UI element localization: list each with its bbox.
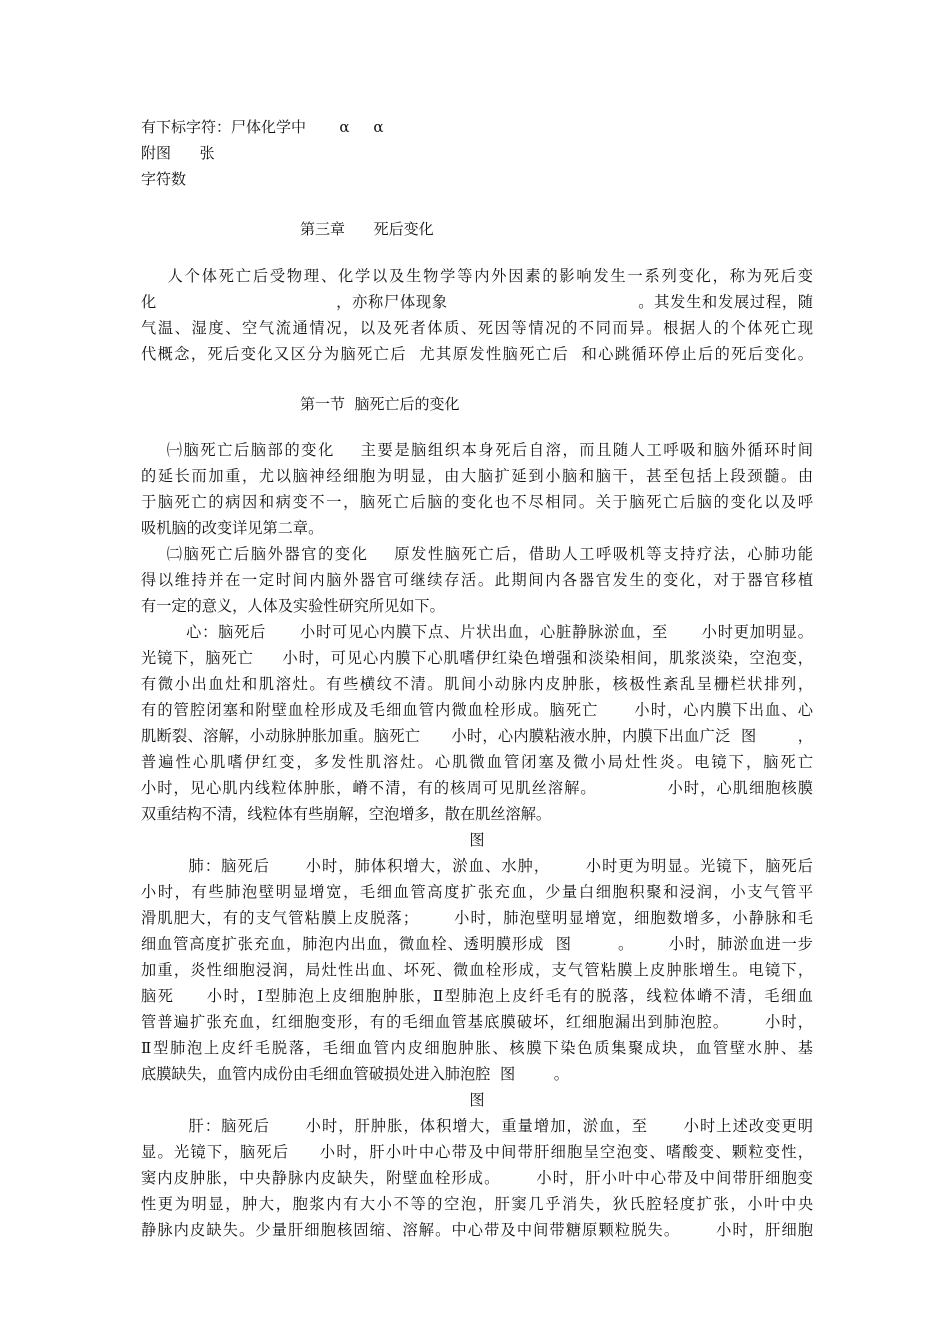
text-line: 小时，有些肺泡壁明显增宽，毛细血管高度扩张充血，少量白细胞积聚和浸润，小支气管平	[141, 883, 813, 901]
intro-paragraph	[141, 263, 813, 367]
text-line: 代概念，死后变化又区分为脑死亡后 尤其原发性脑死亡后 和心跳循环停止后的死后变化。	[141, 345, 813, 363]
meta-figure-count: 附图 张	[141, 144, 215, 162]
text-line: 窦内皮肿胀，中央静脉内皮缺失，附壁血栓形成。 小时，肝小叶中心带及中间带肝细胞变	[141, 1169, 813, 1187]
text-line: 的延长而加重，尤以脑神经细胞为明显，由大脑扩延到小脑和脑干，甚至包括上段颈髓。由	[141, 467, 813, 485]
section-body	[141, 437, 813, 1243]
text-line: Ⅱ型肺泡上皮纤毛脱落，毛细血管内皮细胞肿胀、核膜下染色质集聚成块，血管壁水肿、基	[141, 1039, 813, 1057]
text-line: 细血管高度扩张充血，肺泡内出血，微血栓、透明膜形成 图 。 小时，肺淤血进一步	[141, 935, 813, 953]
text-line: 肺：脑死后 小时，肺体积增大，淤血、水肿， 小时更为明显。光镜下，脑死后	[141, 857, 813, 875]
text-line: 有一定的意义，人体及实验性研究所见如下。	[141, 597, 445, 615]
text-line: 于脑死亡的病因和病变不一，脑死亡后脑的变化也不尽相同。关于脑死亡后脑的变化以及呼	[141, 493, 813, 511]
text-line: 有微小出血灶和肌溶灶。有些横纹不清。肌间小动脉内皮肿胀，核极性紊乱呈栅栏状排列，	[141, 675, 813, 693]
text-line: 滑肌肥大，有的支气管粘膜上皮脱落； 小时，肺泡壁明显增宽，细胞数增多，小静脉和毛	[141, 909, 813, 927]
text-line: 得以维持并在一定时间内脑外器官可继续存活。此期间内各器官发生的变化，对于器官移植	[141, 571, 813, 589]
text-line: 双重结构不清，线粒体有些崩解，空泡增多，散在肌丝溶解。	[141, 805, 552, 823]
figure-caption: 图	[469, 831, 485, 849]
text-line: 气温、湿度、空气流通情况，以及死者体质、死因等情况的不同而异。根据人的个体死亡现	[141, 319, 813, 337]
section-title: 第一节 脑死亡后的变化	[300, 395, 460, 413]
text-line: 化 ，亦称尸体现象 。其发生和发展过程，随	[141, 293, 813, 311]
text-line: 小时，见心肌内线粒体肿胀，嵴不清，有的核周可见肌丝溶解。 小时，心肌细胞核膜	[141, 779, 813, 797]
text-line: 有的管腔闭塞和附壁血栓形成及毛细血管内微血栓形成。脑死亡 小时，心内膜下出血、心	[141, 701, 813, 719]
text-line: 显。光镜下，脑死后 小时，肝小叶中心带及中间带肝细胞呈空泡变、嗜酸变、颗粒变性，	[141, 1143, 813, 1161]
text-line: 加重，炎性细胞浸润，局灶性出血、坏死、微血栓形成，支气管粘膜上皮肿胀增生。电镜下，	[141, 961, 813, 979]
text-line: 脑死 小时，Ⅰ型肺泡上皮细胞肿胀，Ⅱ型肺泡上皮纤毛有的脱落，线粒体嵴不清，毛细血	[141, 987, 813, 1005]
text-line: 心：脑死后 小时可见心内膜下点、片状出血，心脏静脉淤血，至 小时更加明显。	[141, 623, 813, 641]
meta-subscript-note: 有下标字符：尸体化学中 α α	[141, 118, 384, 136]
text-line: 人个体死亡后受物理、化学以及生物学等内外因素的影响发生一系列变化，称为死后变	[141, 267, 813, 285]
meta-char-count: 字符数	[141, 170, 187, 188]
text-line: 肌断裂、溶解，小动脉肿胀加重。脑死亡 小时，心内膜粘液水肿，内膜下出血广泛 图 ，	[141, 727, 813, 745]
text-line: 管普遍扩张充血，红细胞变形，有的毛细血管基底膜破坏，红细胞漏出到肺泡腔。 小时，	[141, 1013, 813, 1031]
chapter-title: 第三章 死后变化	[300, 220, 434, 238]
text-line: 吸机脑的改变详见第二章。	[141, 519, 324, 537]
figure-caption: 图	[469, 1091, 485, 1109]
text-line: 静脉内皮缺失。少量肝细胞核固缩、溶解。中心带及中间带糖原颗粒脱失。 小时，肝细胞	[141, 1221, 813, 1239]
text-line: ㈡脑死亡后脑外器官的变化 原发性脑死亡后，借助人工呼吸机等支持疗法，心肺功能	[141, 545, 813, 563]
text-line: 底膜缺失，血管内成份由毛细血管破损处进入肺泡腔 图 。	[141, 1065, 569, 1083]
text-line: 普遍性心肌嗜伊红变，多发性肌溶灶。心肌微血管闭塞及微小局灶性炎。电镜下，脑死亡	[141, 753, 813, 771]
text-line: 光镜下，脑死亡 小时，可见心内膜下心肌嗜伊红染色增强和淡染相间，肌浆淡染，空泡变，	[141, 649, 813, 667]
text-line: ㈠脑死亡后脑部的变化 主要是脑组织本身死后自溶，而且随人工呼吸和脑外循环时间	[141, 441, 813, 459]
text-line: 性更为明显，肿大，胞浆内有大小不等的空泡，肝窦几乎消失，狄氏腔轻度扩张，小叶中央	[141, 1195, 813, 1213]
text-line: 肝：脑死后 小时，肝肿胀，体积增大，重量增加，淤血，至 小时上述改变更明	[141, 1117, 813, 1135]
